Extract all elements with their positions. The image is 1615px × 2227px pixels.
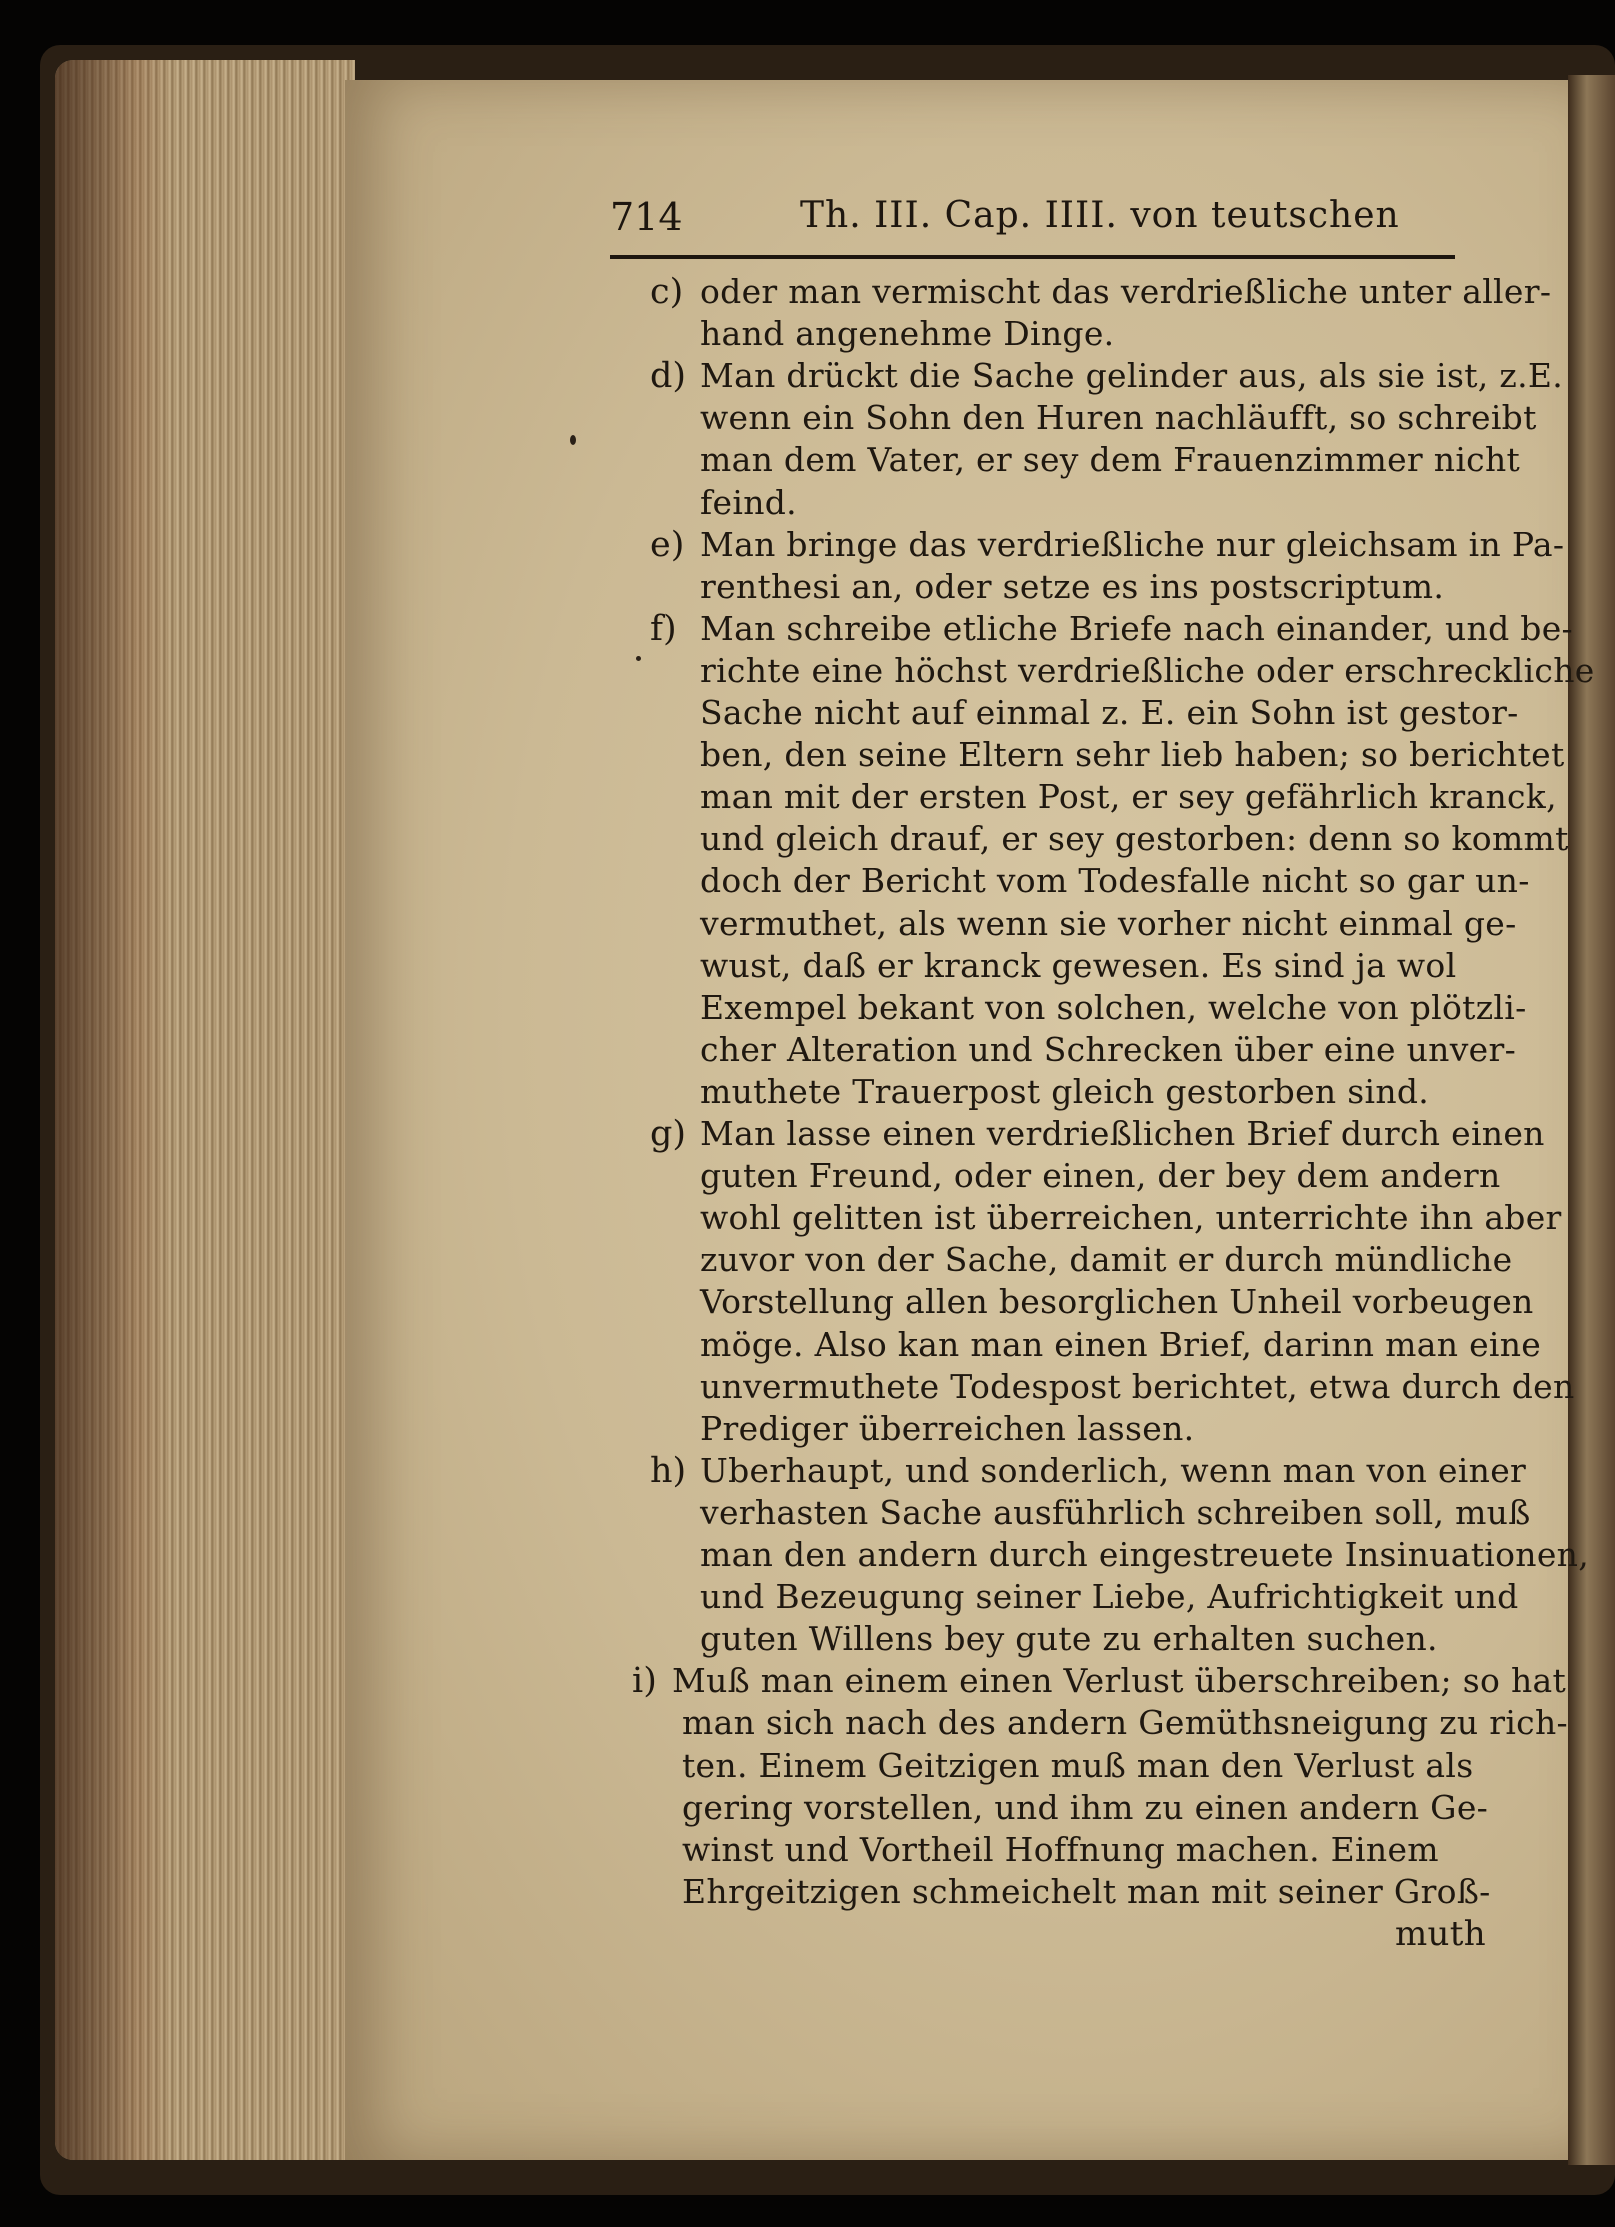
text-line: wust, daß er kranck gewesen. Es sind ja wol — [700, 945, 1457, 985]
item-marker: c) — [650, 272, 684, 312]
text-line: Ehrgeitzigen schmeichelt man mit seiner Groß- — [682, 1871, 1491, 1911]
item-marker: i) — [632, 1661, 657, 1702]
text-line: Prediger überreichen lassen. — [700, 1408, 1195, 1448]
text-line: möge. Also kan man einen Brief, darinn man eine — [700, 1324, 1542, 1364]
item-marker: g) — [650, 1114, 687, 1154]
text-line: Man schreibe etliche Briefe nach einander, und be- — [700, 608, 1573, 648]
page-number: 714 — [610, 195, 683, 239]
item-marker: e) — [650, 524, 685, 565]
text-line: Man lasse einen verdrießlichen Brief durch einen — [700, 1114, 1545, 1153]
text-line: winst und Vortheil Hoffnung machen. Einem — [682, 1829, 1439, 1869]
text-line: zuvor von der Sache, damit er durch mündliche — [700, 1240, 1513, 1280]
running-head: Th. III. Cap. IIII. von teutschen — [800, 195, 1400, 236]
ink-speck — [636, 656, 641, 661]
text-line: man dem Vater, er sey dem Frauenzimmer nicht — [700, 440, 1521, 480]
text-line: verhasten Sache ausführlich schreiben soll, muß — [700, 1492, 1531, 1532]
item-marker: f) — [650, 608, 677, 649]
text-line: und Bezeugung seiner Liebe, Aufrichtigkeit und — [700, 1577, 1519, 1617]
catchword: muth — [1395, 1913, 1486, 1954]
text-line: Muß man einem einen Verlust überschreiben; so hat — [672, 1661, 1567, 1701]
text-line: man den andern durch eingestreuete Insinuationen, — [700, 1535, 1590, 1574]
text-line: ten. Einem Geitzigen muß man den Verlust als — [682, 1745, 1474, 1785]
item-marker: h) — [650, 1450, 687, 1491]
text-line: wohl gelitten ist überreichen, unterrichte ihn aber — [700, 1198, 1562, 1238]
text-line: wenn ein Sohn den Huren nachläufft, so schreibt — [700, 398, 1537, 438]
text-line: Man bringe das verdrießliche nur gleichsam in Pa- — [700, 524, 1565, 564]
text-line: guten Freund, oder einen, der bey dem andern — [700, 1156, 1501, 1196]
ink-speck — [570, 435, 576, 445]
text-line: guten Willens bey gute zu erhalten suchen. — [700, 1619, 1438, 1659]
book-gutter — [1568, 75, 1615, 2165]
text-line: unvermuthete Todespost berichtet, etwa durch den — [700, 1366, 1575, 1406]
text-line: oder man vermischt das verdrießliche unter aller- — [700, 272, 1552, 311]
text-line: Sache nicht auf einmal z. E. ein Sohn ist gestor- — [700, 693, 1519, 732]
text-line: Man drückt die Sache gelinder aus, als sie ist, z.E. — [700, 356, 1564, 396]
text-line: ben, den seine Eltern sehr lieb haben; so berichtet — [700, 735, 1565, 775]
text-line: doch der Bericht vom Todesfalle nicht so gar un- — [700, 861, 1530, 901]
text-line: man mit der ersten Post, er sey gefährlich kranck, — [700, 777, 1557, 817]
item-marker: d) — [650, 356, 687, 397]
text-line: Exempel bekant von solchen, welche von plötzli- — [700, 987, 1527, 1027]
text-line: gering vorstellen, und ihm zu einen andern Ge- — [682, 1787, 1489, 1827]
text-line: man sich nach des andern Gemüthsneigung zu rich- — [682, 1703, 1568, 1743]
text-line: Uberhaupt, und sonderlich, wenn man von einer — [700, 1450, 1527, 1490]
text-line: muthete Trauerpost gleich gestorben sind. — [700, 1071, 1430, 1111]
text-line: cher Alteration und Schrecken über eine unver- — [700, 1029, 1517, 1069]
header-rule — [610, 255, 1455, 259]
text-line: renthesi an, oder setze es ins postscriptum. — [700, 566, 1445, 606]
text-line: feind. — [700, 482, 797, 522]
text-line: vermuthet, als wenn sie vorher nicht einmal ge- — [700, 903, 1517, 943]
page-edges — [55, 60, 355, 2160]
text-line: richte eine höchst verdrießliche oder erschreckliche — [700, 650, 1595, 690]
text-line: Vorstellung allen besorglichen Unheil vorbeugen — [700, 1282, 1534, 1322]
text-line: hand angenehme Dinge. — [700, 314, 1115, 354]
text-line: und gleich drauf, er sey gestorben: denn so kommt — [700, 819, 1569, 859]
